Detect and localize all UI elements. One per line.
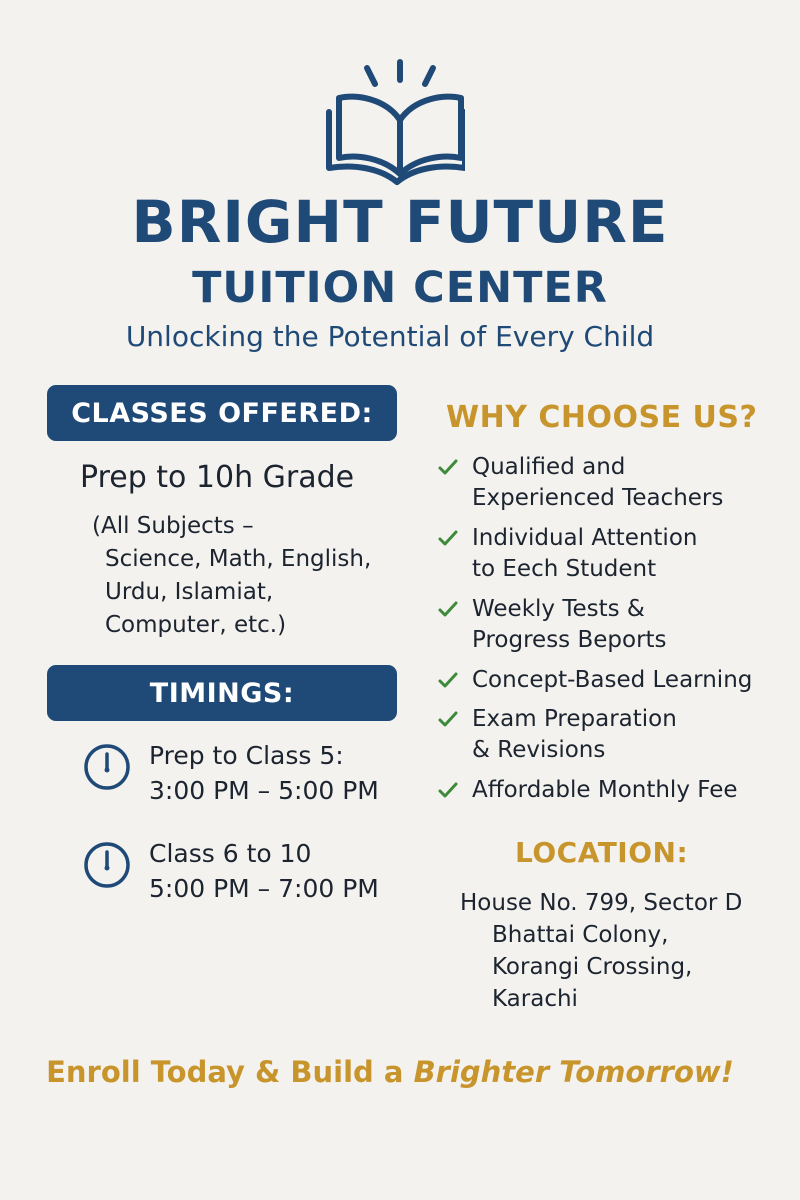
checkmark-icon — [436, 455, 460, 479]
timing-time: 5:00 PM – 7:00 PM — [149, 874, 379, 903]
reason-line: Progress Beports — [472, 627, 667, 653]
location-heading: LOCATION: — [515, 836, 689, 869]
checkmark-icon — [436, 778, 460, 802]
reason-line: Exam Preparation — [472, 706, 677, 732]
reason-line: Experienced Teachers — [472, 485, 724, 511]
center-name-line1: BRIGHT FUTURE — [131, 188, 669, 256]
checkmark-icon — [436, 597, 460, 621]
subjects-line: (All Subjects – — [92, 513, 254, 539]
center-name-line2: TUITION CENTER — [192, 263, 608, 313]
reason-line: to Eech Student — [472, 556, 657, 582]
reason-line: Weekly Tests & — [472, 596, 645, 622]
reason-line: & Revisions — [472, 737, 606, 763]
subjects-line: Computer, etc.) — [105, 612, 287, 638]
timing-label: Class 6 to 10 — [149, 839, 312, 868]
reason-line: Qualified and — [472, 454, 626, 480]
footer-emphasis: Brighter Tomorrow! — [413, 1055, 734, 1089]
address — [460, 887, 780, 1015]
clock-icon — [82, 742, 132, 792]
footer-text: Enroll Today & Build a — [46, 1055, 414, 1089]
checkmark-icon — [436, 526, 460, 550]
grade-range: Prep to 10h Grade — [80, 460, 355, 495]
address-line: House No. 799, Sector D — [460, 890, 743, 916]
checkmark-icon — [436, 707, 460, 731]
subjects-line: Urdu, Islamiat, — [105, 579, 274, 605]
clock-icon — [82, 840, 132, 890]
subjects-list — [92, 510, 402, 642]
footer-slogan — [0, 1055, 780, 1089]
subjects-line: Science, Math, English, — [105, 546, 372, 572]
why-choose-us-heading: WHY CHOOSE US? — [446, 400, 758, 435]
address-line: Bhattai Colony, — [492, 922, 669, 948]
timings-heading: TIMINGS: — [47, 665, 397, 721]
reason-line: Individual Attention — [472, 525, 698, 551]
address-line: Korangi Crossing, — [492, 954, 693, 980]
address-line: Karachi — [492, 986, 578, 1012]
classes-heading: CLASSES OFFERED: — [47, 385, 397, 441]
tagline: Unlocking the Potential of Every Child — [125, 320, 655, 353]
open-book-icon — [325, 58, 465, 188]
reason-line: Affordable Monthly Fee — [472, 777, 738, 803]
timing-label: Prep to Class 5: — [149, 741, 344, 770]
checkmark-icon — [436, 668, 460, 692]
timing-time: 3:00 PM – 5:00 PM — [149, 776, 379, 805]
reason-line: Concept-Based Learning — [472, 667, 753, 693]
